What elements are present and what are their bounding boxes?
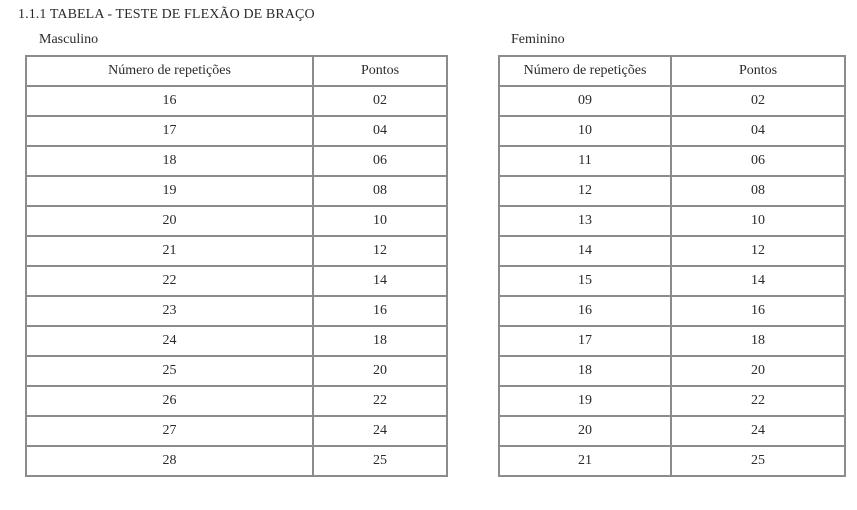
cell-repetitions: 19 [499,386,671,416]
cell-repetitions: 13 [499,206,671,236]
cell-points: 25 [671,446,845,476]
table-row [499,116,845,146]
cell-repetitions: 20 [26,206,313,236]
cell-repetitions: 26 [26,386,313,416]
table-row [26,176,447,206]
cell-points: 04 [671,116,845,146]
table-row [499,236,845,266]
cell-points: 10 [671,206,845,236]
cell-repetitions: 28 [26,446,313,476]
cell-repetitions: 17 [499,326,671,356]
column-header-points: Pontos [671,56,845,86]
column-header-repetitions: Número de repetições [499,56,671,86]
column-header-points: Pontos [313,56,447,86]
cell-repetitions: 21 [26,236,313,266]
cell-points: 08 [671,176,845,206]
section-heading: 1.1.1 TABELA - TESTE DE FLEXÃO DE BRAÇO [18,7,315,22]
table-header-row [499,56,845,86]
cell-points: 10 [313,206,447,236]
table-row [499,86,845,116]
cell-points: 06 [671,146,845,176]
table-row [499,176,845,206]
cell-repetitions: 10 [499,116,671,146]
cell-repetitions: 17 [26,116,313,146]
cell-points: 02 [313,86,447,116]
table-header-row [26,56,447,86]
table-row [26,266,447,296]
cell-points: 08 [313,176,447,206]
table-row [499,146,845,176]
table-row [26,116,447,146]
cell-repetitions: 19 [26,176,313,206]
cell-repetitions: 14 [499,236,671,266]
table-row [26,236,447,266]
cell-repetitions: 24 [26,326,313,356]
cell-points: 06 [313,146,447,176]
female-table-body [499,86,845,476]
cell-repetitions: 16 [499,296,671,326]
cell-points: 22 [671,386,845,416]
table-row [26,416,447,446]
cell-repetitions: 18 [26,146,313,176]
column-header-repetitions: Número de repetições [26,56,313,86]
female-scores-table [498,55,846,477]
male-scores-table [25,55,448,477]
table-row [499,266,845,296]
cell-repetitions: 18 [499,356,671,386]
cell-points: 25 [313,446,447,476]
cell-points: 22 [313,386,447,416]
cell-repetitions: 27 [26,416,313,446]
cell-repetitions: 11 [499,146,671,176]
cell-points: 14 [313,266,447,296]
male-table-body [26,86,447,476]
cell-points: 24 [313,416,447,446]
cell-points: 14 [671,266,845,296]
cell-repetitions: 09 [499,86,671,116]
cell-points: 18 [313,326,447,356]
cell-repetitions: 25 [26,356,313,386]
cell-points: 16 [671,296,845,326]
table-row [499,356,845,386]
cell-repetitions: 23 [26,296,313,326]
cell-repetitions: 16 [26,86,313,116]
table-row [499,386,845,416]
table-row [26,206,447,236]
table-row [26,86,447,116]
table-row [499,206,845,236]
female-table-label: Feminino [511,32,565,47]
cell-points: 20 [671,356,845,386]
cell-points: 16 [313,296,447,326]
table-row [499,296,845,326]
table-row [499,446,845,476]
cell-repetitions: 20 [499,416,671,446]
table-row [26,326,447,356]
table-row [26,146,447,176]
cell-points: 24 [671,416,845,446]
cell-points: 04 [313,116,447,146]
table-row [499,326,845,356]
cell-points: 18 [671,326,845,356]
cell-repetitions: 12 [499,176,671,206]
table-row [26,356,447,386]
cell-repetitions: 22 [26,266,313,296]
cell-points: 20 [313,356,447,386]
table-row [499,416,845,446]
cell-repetitions: 15 [499,266,671,296]
table-row [26,386,447,416]
table-row [26,446,447,476]
cell-repetitions: 21 [499,446,671,476]
table-row [26,296,447,326]
cell-points: 02 [671,86,845,116]
cell-points: 12 [313,236,447,266]
male-table-label: Masculino [39,32,99,47]
cell-points: 12 [671,236,845,266]
